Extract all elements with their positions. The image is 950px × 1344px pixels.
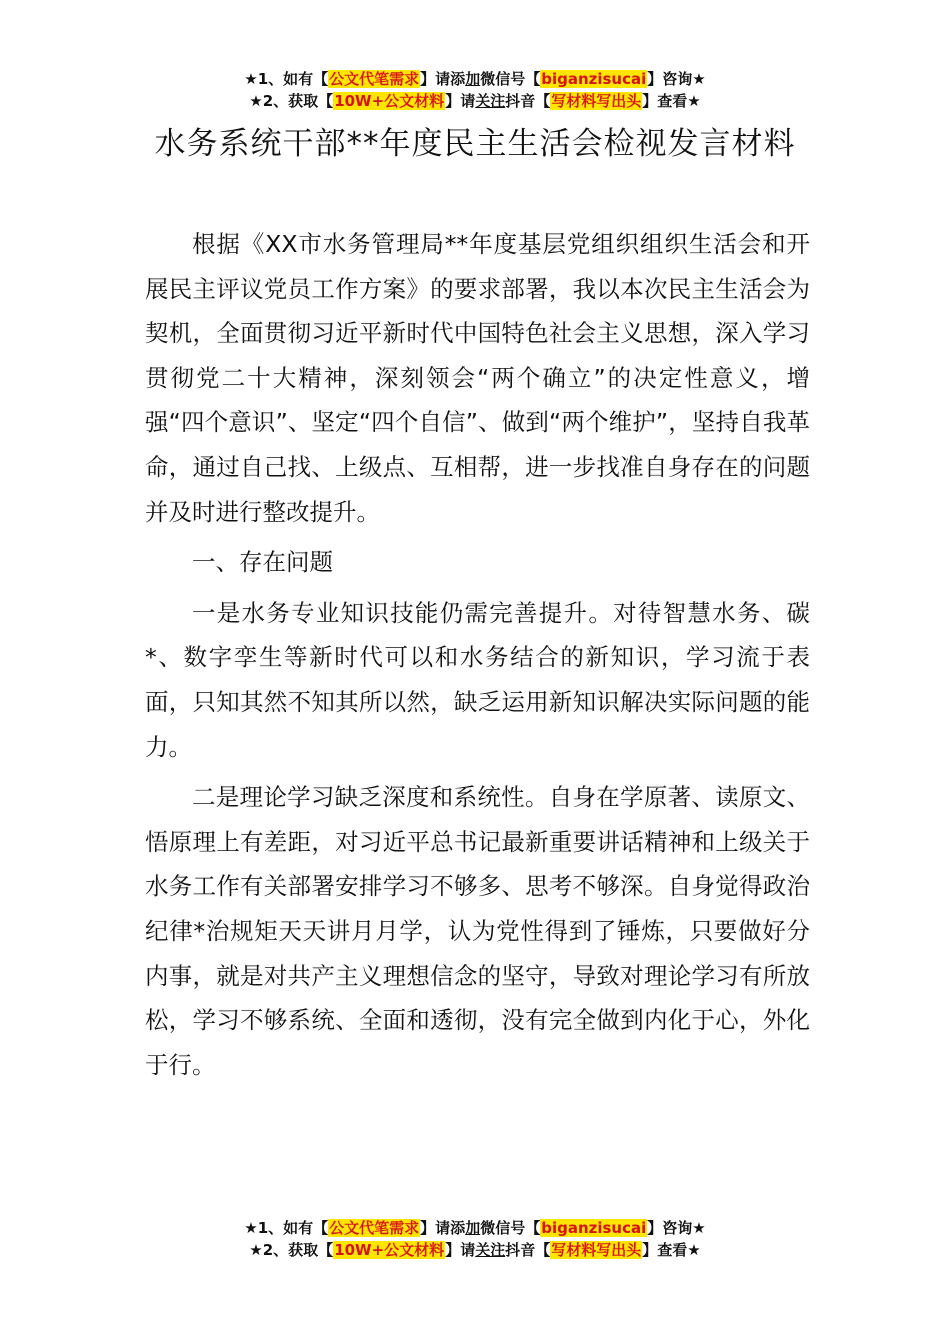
promo-text: 】查看★: [642, 1241, 701, 1259]
promo-line-2: [0, 1239, 950, 1261]
promo-highlight-wechat-id: biganzisucai: [541, 1219, 647, 1237]
promo-text: 】请添: [420, 70, 466, 88]
promo-highlight-materials: 10W+公文材料: [334, 1241, 445, 1259]
promo-text: 微信号【: [480, 1219, 541, 1237]
promo-text: ★1、如有【: [244, 70, 329, 88]
promo-text: 】请: [445, 1241, 476, 1259]
promo-text: ★2、获取【: [249, 92, 334, 110]
promo-text: ★1、如有【: [244, 1219, 329, 1237]
promo-underlined-text: 关注: [475, 92, 506, 110]
promo-text: ★2、获取【: [249, 1241, 334, 1259]
promo-line-1: [0, 68, 950, 90]
promo-line-1: [0, 1217, 950, 1239]
promo-text: 抖音【: [505, 1241, 551, 1259]
paragraph-issue-2: 二是理论学习缺乏深度和系统性。自身在学原著、读原文、悟原理上有差距，对习近平总书记最新重要讲话精神和上级关于水务工作有关部署安排学习不够多、思考不够深。自身觉得政治纪律*治规矩天天讲月月学，认为党性得到了锤炼，只要做好分内事，就是对共产主义理想信念的坚守，导致对理论学习有所放松，学习不够系统、全面和透彻，没有完全做到内化于心，外化于行。: [145, 783, 810, 1079]
promo-underlined-text: 加: [465, 1219, 481, 1237]
promo-text: 】查看★: [642, 92, 701, 110]
promo-line-2: [0, 90, 950, 112]
promo-text: 】咨询★: [647, 1219, 706, 1237]
document-body: [145, 222, 810, 1087]
paragraph-intro: 根据《XX市水务管理局**年度基层党组织组织生活会和开展民主评议党员工作方案》的要求部署，我以本次民主生活会为契机，全面贯彻习近平新时代中国特色社会主义思想，深入学习贯彻党二十大精神，深刻领会“两个确立”的决定性意义，增强“四个意识”、坚定“四个自信”、做到“两个维护”，坚持自我革命，通过自己找、上级点、互相帮，进一步找准自身存在的问题并及时进行整改提升。: [145, 230, 810, 526]
promo-underlined-text: 加: [465, 70, 481, 88]
promo-text: 】咨询★: [647, 70, 706, 88]
section-heading: 一、存在问题: [192, 548, 333, 577]
promo-highlight-douyin: 写材料写出头: [551, 92, 642, 110]
promo-text: 】请: [445, 92, 476, 110]
document-title: 水务系统干部**年度民主生活会检视发言材料: [154, 126, 796, 162]
header-promo: [0, 68, 950, 112]
promo-highlight-materials: 10W+公文材料: [334, 92, 445, 110]
promo-highlight-service: 公文代笔需求: [329, 70, 420, 88]
promo-highlight-douyin: 写材料写出头: [551, 1241, 642, 1259]
promo-text: 】请添: [420, 1219, 466, 1237]
promo-highlight-service: 公文代笔需求: [329, 1219, 420, 1237]
paragraph-issue-1: 一是水务专业知识技能仍需完善提升。对待智慧水务、碳*、数字孪生等新时代可以和水务结合的新知识，学习流于表面，只知其然不知其所以然，缺乏运用新知识解决实际问题的能力。: [145, 598, 810, 761]
promo-highlight-wechat-id: biganzisucai: [541, 70, 647, 88]
promo-text: 微信号【: [480, 70, 541, 88]
promo-text: 抖音【: [505, 92, 551, 110]
footer-promo: [0, 1217, 950, 1261]
promo-underlined-text: 关注: [475, 1241, 506, 1259]
